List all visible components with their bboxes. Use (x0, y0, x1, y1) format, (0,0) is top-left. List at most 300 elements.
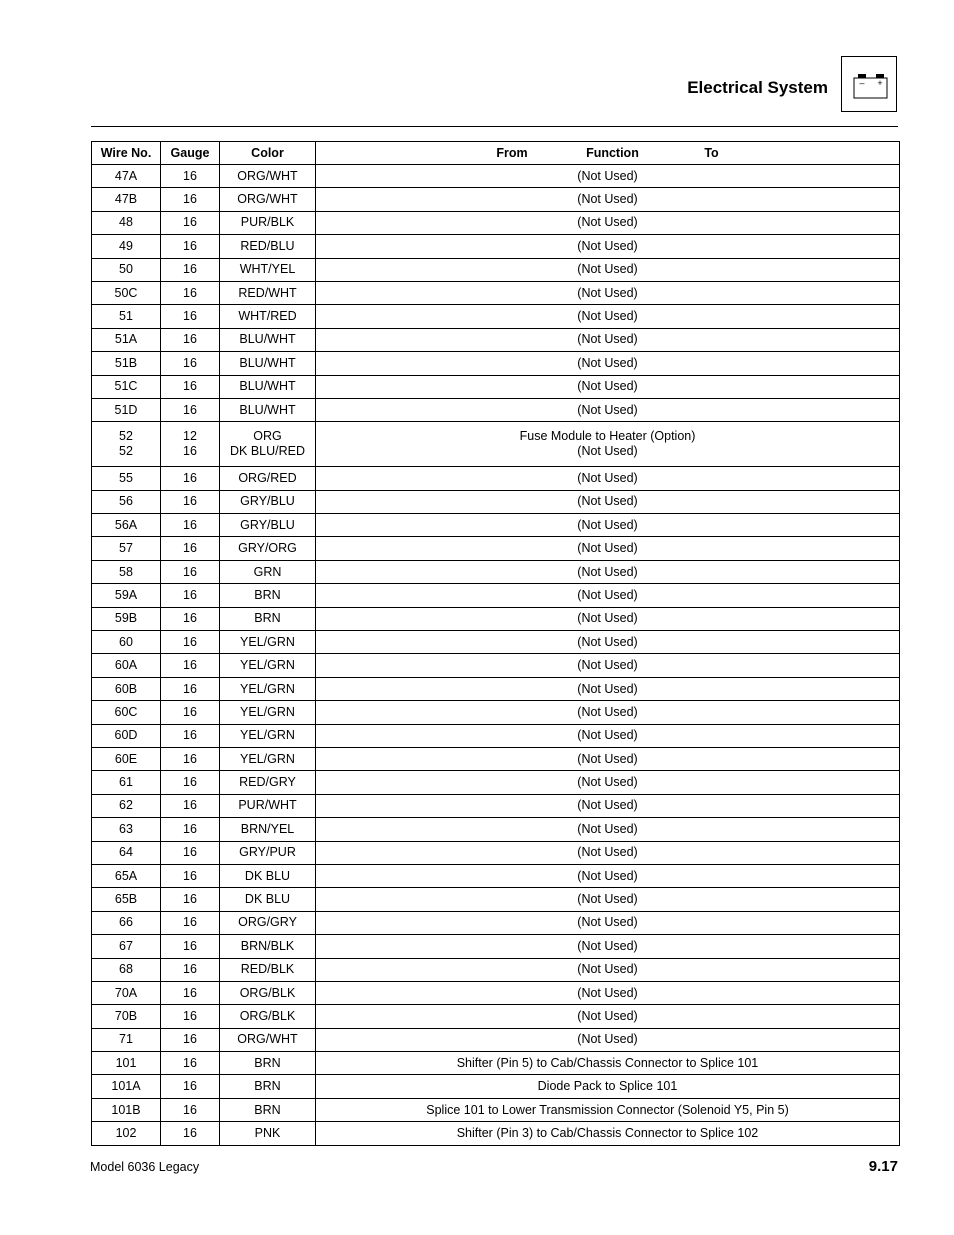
table-row (92, 794, 900, 817)
color-cell (220, 305, 316, 328)
gauge-cell-text: 16 (183, 444, 197, 459)
function-cell (316, 165, 900, 188)
gauge-cell-text: 16 (183, 379, 197, 394)
wire-no-cell-text: 60C (114, 704, 138, 719)
function-cell (316, 281, 900, 304)
color-cell (220, 281, 316, 304)
gauge-cell (161, 560, 220, 583)
table-row (92, 165, 900, 188)
function-cell (316, 1075, 900, 1098)
header-divider (91, 126, 898, 127)
table-row (92, 888, 900, 911)
battery-icon (841, 56, 897, 112)
battery-minus-sign: – (859, 78, 865, 88)
gauge-cell (161, 537, 220, 560)
gauge-cell (161, 747, 220, 770)
table-row (92, 1005, 900, 1028)
wire-no-cell-text: 63 (119, 821, 133, 836)
color-cell (220, 794, 316, 817)
function-cell-text: (Not Used) (577, 845, 638, 860)
color-cell-text: BRN/BLK (240, 938, 295, 953)
gauge-cell-text: 16 (183, 494, 197, 509)
gauge-cell (161, 677, 220, 700)
gauge-cell-text: 16 (183, 845, 197, 860)
color-cell (220, 490, 316, 513)
function-cell-text: (Not Used) (577, 444, 638, 459)
function-cell (316, 560, 900, 583)
color-cell (220, 747, 316, 770)
wire-no-cell (92, 490, 161, 513)
gauge-cell (161, 1098, 220, 1121)
gauge-cell (161, 631, 220, 654)
color-cell-text: WHT/RED (238, 309, 297, 324)
table-row (92, 1122, 900, 1145)
gauge-cell-text: 16 (183, 238, 197, 253)
wire-no-cell (92, 747, 161, 770)
function-cell (316, 701, 900, 724)
gauge-cell-text: 16 (183, 402, 197, 417)
gauge-cell-text: 16 (183, 985, 197, 1000)
function-cell-text: (Not Used) (577, 192, 638, 207)
color-cell-text: GRY/PUR (239, 845, 296, 860)
function-cell-text: Fuse Module to Heater (Option) (519, 429, 696, 444)
function-cell (316, 911, 900, 934)
color-cell-text: DK BLU (244, 868, 291, 883)
gauge-cell-text: 16 (183, 728, 197, 743)
color-cell-text: PUR/BLK (240, 215, 295, 230)
table-row (92, 1028, 900, 1051)
table-row (92, 375, 900, 398)
color-cell-text: BRN (254, 1079, 281, 1094)
column-header-function (316, 142, 900, 165)
gauge-cell-text: 16 (183, 1079, 197, 1094)
wire-no-cell (92, 1028, 161, 1051)
wire-no-cell-text: 60D (114, 728, 138, 743)
function-cell-text: (Not Used) (577, 332, 638, 347)
function-cell-text: (Not Used) (577, 634, 638, 649)
function-cell (316, 258, 900, 281)
table-row (92, 677, 900, 700)
gauge-cell-text: 16 (183, 751, 197, 766)
color-cell-text: GRY/BLU (240, 494, 295, 509)
wire-no-cell (92, 1005, 161, 1028)
gauge-cell-text: 16 (183, 962, 197, 977)
function-cell (316, 398, 900, 421)
function-cell (316, 1098, 900, 1121)
wire-no-cell-text: 68 (119, 962, 133, 977)
gauge-cell (161, 258, 220, 281)
gauge-cell-text: 16 (183, 355, 197, 370)
wire-no-cell-text: 57 (119, 541, 133, 556)
function-cell (316, 935, 900, 958)
gauge-cell-text: 16 (183, 868, 197, 883)
wire-no-cell-text: 50C (114, 285, 138, 300)
gauge-cell (161, 935, 220, 958)
table-row (92, 537, 900, 560)
function-cell (316, 747, 900, 770)
column-header-from: From (496, 145, 528, 160)
color-cell (220, 631, 316, 654)
function-cell-text: (Not Used) (577, 1032, 638, 1047)
table-row (92, 864, 900, 887)
function-cell-text: Splice 101 to Lower Transmission Connector (Solenoid Y5, Pin 5) (426, 1102, 789, 1117)
color-cell (220, 1028, 316, 1051)
wire-no-cell (92, 1098, 161, 1121)
gauge-cell-text: 16 (183, 681, 197, 696)
wire-no-cell-text: 60B (114, 681, 138, 696)
function-cell (316, 818, 900, 841)
function-cell (316, 1122, 900, 1145)
color-cell (220, 537, 316, 560)
gauge-cell-text: 16 (183, 821, 197, 836)
column-header-wire-no: Wire No. (92, 142, 161, 165)
function-cell-text: Shifter (Pin 3) to Cab/Chassis Connector to Splice 102 (456, 1125, 759, 1140)
color-cell (220, 584, 316, 607)
function-cell (316, 467, 900, 490)
gauge-cell (161, 281, 220, 304)
color-cell-text: GRN (253, 564, 282, 579)
gauge-cell-text: 16 (183, 192, 197, 207)
color-cell (220, 607, 316, 630)
gauge-cell (161, 841, 220, 864)
function-cell (316, 188, 900, 211)
wire-no-cell (92, 235, 161, 258)
function-cell-text: (Not Used) (577, 892, 638, 907)
gauge-cell (161, 490, 220, 513)
color-cell (220, 514, 316, 537)
table-row (92, 958, 900, 981)
gauge-cell-text: 12 (183, 429, 197, 444)
function-cell-text: (Not Used) (577, 355, 638, 370)
color-cell (220, 211, 316, 234)
color-cell (220, 981, 316, 1004)
color-cell-text: BRN (254, 1102, 281, 1117)
color-cell (220, 724, 316, 747)
wire-no-cell-text: 52 (119, 429, 133, 444)
table-row (92, 305, 900, 328)
table-row (92, 398, 900, 421)
function-cell-text: (Not Used) (577, 238, 638, 253)
gauge-cell-text: 16 (183, 215, 197, 230)
gauge-cell (161, 864, 220, 887)
color-cell-text: YEL/GRN (240, 728, 295, 743)
color-cell (220, 654, 316, 677)
wire-no-cell-text: 55 (119, 470, 133, 485)
wire-no-cell-text: 65B (114, 892, 138, 907)
table-row (92, 631, 900, 654)
color-cell-text: BRN (254, 1055, 281, 1070)
wire-no-cell-text: 70A (114, 985, 138, 1000)
function-cell-text: (Not Used) (577, 728, 638, 743)
wire-no-cell-text: 56 (119, 494, 133, 509)
gauge-cell (161, 701, 220, 724)
gauge-cell-text: 16 (183, 611, 197, 626)
color-cell (220, 258, 316, 281)
wire-no-cell (92, 584, 161, 607)
function-cell-text: (Not Used) (577, 541, 638, 556)
wire-no-cell (92, 537, 161, 560)
wire-no-cell (92, 677, 161, 700)
color-cell (220, 560, 316, 583)
wire-no-cell (92, 398, 161, 421)
color-cell (220, 958, 316, 981)
function-cell-text: (Not Used) (577, 215, 638, 230)
color-cell-text: BLU/WHT (239, 402, 296, 417)
color-cell-text: PUR/WHT (238, 798, 297, 813)
gauge-cell (161, 654, 220, 677)
gauge-cell (161, 165, 220, 188)
color-cell-text: YEL/GRN (240, 658, 295, 673)
gauge-cell-text: 16 (183, 285, 197, 300)
color-cell-text: ORG/BLK (239, 985, 296, 1000)
gauge-cell (161, 514, 220, 537)
wire-no-cell-text: 101B (111, 1102, 141, 1117)
color-cell-text: YEL/GRN (240, 751, 295, 766)
gauge-cell (161, 911, 220, 934)
table-row (92, 1075, 900, 1098)
wire-no-cell-text: 65A (114, 868, 138, 883)
page-title: Electrical System (687, 78, 828, 97)
gauge-cell (161, 1005, 220, 1028)
column-header-color: Color (220, 142, 316, 165)
color-cell (220, 328, 316, 351)
gauge-cell-text: 16 (183, 587, 197, 602)
table-row (92, 654, 900, 677)
color-cell-text: GRY/ORG (238, 541, 297, 556)
function-cell (316, 724, 900, 747)
wire-no-cell-text: 102 (115, 1125, 137, 1140)
gauge-cell-text: 16 (183, 332, 197, 347)
table-row (92, 747, 900, 770)
color-cell (220, 864, 316, 887)
gauge-cell (161, 211, 220, 234)
color-cell (220, 188, 316, 211)
gauge-cell-text: 16 (183, 309, 197, 324)
gauge-cell (161, 422, 220, 467)
gauge-cell (161, 188, 220, 211)
table-row (92, 1052, 900, 1075)
wire-no-cell-text: 60A (114, 658, 138, 673)
table-row (92, 911, 900, 934)
function-cell (316, 654, 900, 677)
wire-no-cell-text: 48 (119, 215, 133, 230)
function-cell-text: (Not Used) (577, 985, 638, 1000)
color-cell (220, 935, 316, 958)
table-row (92, 607, 900, 630)
wire-no-cell-text: 71 (119, 1032, 133, 1047)
wire-no-cell-text: 66 (119, 915, 133, 930)
function-cell-text: (Not Used) (577, 798, 638, 813)
color-cell (220, 818, 316, 841)
color-cell (220, 1075, 316, 1098)
function-cell-text: (Not Used) (577, 379, 638, 394)
function-cell-text: Shifter (Pin 5) to Cab/Chassis Connector to Splice 101 (456, 1055, 759, 1070)
gauge-cell (161, 818, 220, 841)
wire-no-cell-text: 51C (114, 379, 138, 394)
function-cell-text: (Not Used) (577, 681, 638, 696)
gauge-cell-text: 16 (183, 1008, 197, 1023)
function-cell (316, 631, 900, 654)
function-cell (316, 422, 900, 467)
function-cell (316, 375, 900, 398)
color-cell (220, 677, 316, 700)
function-cell-text: (Not Used) (577, 309, 638, 324)
footer-model: Model 6036 Legacy (90, 1160, 200, 1174)
function-cell-text: (Not Used) (577, 168, 638, 183)
wire-no-cell (92, 771, 161, 794)
table-row (92, 935, 900, 958)
wire-no-cell-text: 101A (111, 1079, 141, 1094)
gauge-cell-text: 16 (183, 168, 197, 183)
wire-no-cell-text: 50 (119, 262, 133, 277)
color-cell-text: YEL/GRN (240, 634, 295, 649)
gauge-cell (161, 724, 220, 747)
function-cell (316, 1052, 900, 1075)
color-cell (220, 1052, 316, 1075)
function-cell (316, 841, 900, 864)
function-cell-text: (Not Used) (577, 470, 638, 485)
wire-no-cell (92, 1122, 161, 1145)
function-cell (316, 888, 900, 911)
wire-table-body (92, 165, 900, 1146)
gauge-cell (161, 328, 220, 351)
color-cell-text: RED/GRY (239, 775, 296, 790)
function-cell-text: (Not Used) (577, 868, 638, 883)
function-cell-text: (Not Used) (577, 611, 638, 626)
battery-plus-sign: + (877, 78, 883, 88)
color-cell-text: DK BLU/RED (229, 444, 306, 459)
wire-no-cell (92, 864, 161, 887)
gauge-cell (161, 467, 220, 490)
wire-no-cell (92, 188, 161, 211)
wire-table (91, 141, 900, 1146)
table-row (92, 422, 900, 467)
wire-no-cell-text: 60E (114, 751, 138, 766)
wire-no-cell-text: 47B (114, 192, 138, 207)
function-cell-text: (Not Used) (577, 704, 638, 719)
function-cell (316, 864, 900, 887)
wire-no-cell-text: 59B (114, 611, 138, 626)
function-cell (316, 958, 900, 981)
color-cell-text: BLU/WHT (239, 379, 296, 394)
wire-no-cell (92, 211, 161, 234)
page-number: 9.17 (868, 1158, 898, 1175)
function-cell-text: (Not Used) (577, 402, 638, 417)
function-cell (316, 352, 900, 375)
table-row (92, 490, 900, 513)
gauge-cell-text: 16 (183, 262, 197, 277)
wire-no-cell (92, 514, 161, 537)
color-cell-text: RED/BLK (240, 962, 295, 977)
column-header-function-label: Function (586, 145, 639, 160)
function-cell (316, 490, 900, 513)
wire-no-cell (92, 794, 161, 817)
wire-no-cell (92, 607, 161, 630)
color-cell (220, 1122, 316, 1145)
color-cell (220, 1005, 316, 1028)
function-cell-text: (Not Used) (577, 262, 638, 277)
wire-no-cell-text: 51B (114, 355, 138, 370)
table-row (92, 584, 900, 607)
function-cell (316, 328, 900, 351)
color-cell (220, 375, 316, 398)
wire-no-cell (92, 1075, 161, 1098)
color-cell (220, 235, 316, 258)
color-cell-text: YEL/GRN (240, 704, 295, 719)
function-cell-text: (Not Used) (577, 1008, 638, 1023)
battery-icon-graphic (842, 57, 898, 113)
wire-no-cell-text: 51D (114, 402, 138, 417)
column-header-to: To (704, 145, 719, 160)
wire-no-cell (92, 981, 161, 1004)
gauge-cell (161, 375, 220, 398)
color-cell (220, 841, 316, 864)
color-cell-text: BRN/YEL (240, 821, 295, 836)
gauge-cell (161, 771, 220, 794)
color-cell-text: ORG/BLK (239, 1008, 296, 1023)
color-cell-text: ORG/WHT (237, 192, 298, 207)
table-row (92, 258, 900, 281)
table-row (92, 841, 900, 864)
wire-no-cell-text: 64 (119, 845, 133, 860)
function-cell-text: (Not Used) (577, 775, 638, 790)
color-cell-text: BRN (254, 611, 281, 626)
gauge-cell (161, 888, 220, 911)
gauge-cell-text: 16 (183, 938, 197, 953)
color-cell (220, 422, 316, 467)
wire-no-cell (92, 328, 161, 351)
wire-no-cell (92, 352, 161, 375)
wire-no-cell (92, 305, 161, 328)
wire-no-cell-text: 47A (114, 168, 138, 183)
wire-no-cell-text: 60 (119, 634, 133, 649)
function-cell (316, 677, 900, 700)
color-cell-text: PNK (254, 1125, 281, 1140)
wire-no-cell-text: 51 (119, 309, 133, 324)
function-cell-text: (Not Used) (577, 915, 638, 930)
gauge-cell (161, 958, 220, 981)
gauge-cell-text: 16 (183, 517, 197, 532)
wire-no-cell (92, 818, 161, 841)
color-cell-text: RED/WHT (238, 285, 297, 300)
gauge-cell-text: 16 (183, 541, 197, 556)
function-cell (316, 537, 900, 560)
gauge-cell (161, 235, 220, 258)
gauge-cell (161, 794, 220, 817)
table-row (92, 514, 900, 537)
function-cell-text: (Not Used) (577, 821, 638, 836)
wire-no-cell (92, 631, 161, 654)
color-cell (220, 398, 316, 421)
gauge-cell-text: 16 (183, 1125, 197, 1140)
gauge-cell-text: 16 (183, 798, 197, 813)
gauge-cell (161, 584, 220, 607)
color-cell (220, 1098, 316, 1121)
wire-no-cell-text: 67 (119, 938, 133, 953)
function-cell (316, 794, 900, 817)
table-row (92, 1098, 900, 1121)
gauge-cell-text: 16 (183, 634, 197, 649)
wire-no-cell-text: 101 (115, 1055, 137, 1070)
table-row (92, 724, 900, 747)
table-row (92, 211, 900, 234)
wire-no-cell-text: 52 (119, 444, 133, 459)
wire-no-cell-text: 56A (114, 517, 138, 532)
table-row (92, 701, 900, 724)
wire-no-cell-text: 61 (119, 775, 133, 790)
gauge-cell-text: 16 (183, 775, 197, 790)
wire-no-cell-text: 62 (119, 798, 133, 813)
